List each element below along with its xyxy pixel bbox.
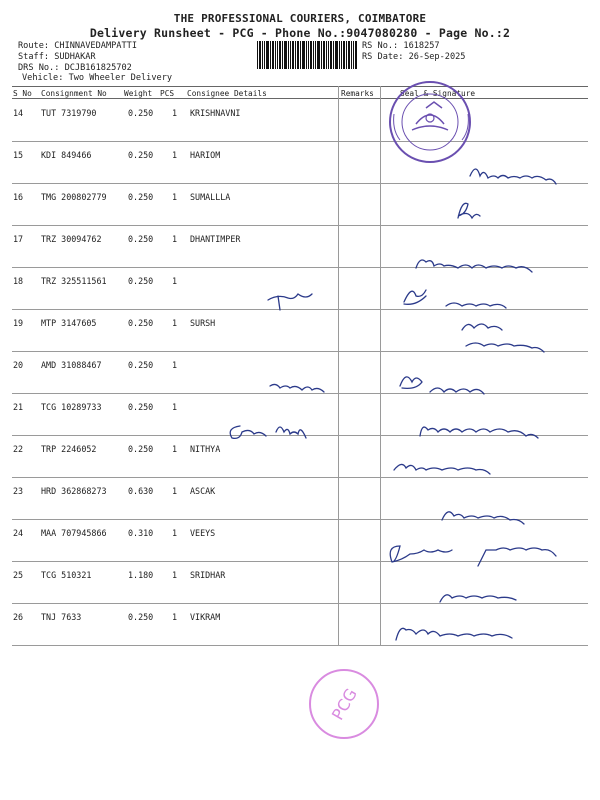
table-row [12,561,588,604]
row-consignee: NITHYA [190,444,221,454]
row-consignee: DHANTIMPER [190,234,241,244]
row-sno: 26 [13,612,24,622]
table-row [12,603,588,646]
row-consignment-no: TCG 510321 [41,570,92,580]
row-consignee: ASCAK [190,486,216,496]
row-weight: 0.250 [128,402,154,412]
table-row [12,393,588,436]
row-pcs: 1 [172,486,178,496]
row-pcs: 1 [172,192,178,202]
row-weight: 1.180 [128,570,154,580]
row-consignee: SRIDHAR [190,570,226,580]
row-consignment-no: TMG 200802779 [41,192,107,202]
row-pcs: 1 [172,612,178,622]
route-text: Route: CHINNAVEDAMPATTI [18,41,137,51]
row-sno: 18 [13,276,24,286]
col-seal-header: Seal & Signature [400,89,476,98]
col-consignee-header: Consignee Details [187,89,267,98]
row-weight: 0.250 [128,318,154,328]
col-weight-header: Weight [124,89,153,98]
col-consignment-header: Consignment No [41,89,107,98]
row-sno: 23 [13,486,24,496]
row-consignment-no: TCG 10289733 [41,402,102,412]
row-sno: 14 [13,108,24,118]
row-pcs: 1 [172,234,178,244]
row-pcs: 1 [172,108,178,118]
row-consignee: VEEYS [190,528,216,538]
drs-text: DRS No.: DCJB161825702 [18,63,132,73]
table-row [12,519,588,562]
table-row [12,183,588,226]
row-consignment-no: MAA 707945866 [41,528,107,538]
row-consignee: SUMALLLA [190,192,231,202]
page-title: THE PROFESSIONAL COURIERS, COIMBATORE [173,12,427,25]
barcode-icon [257,41,357,69]
pcg-stamp-icon [310,670,378,738]
row-sno: 21 [13,402,24,412]
table-top-rule [12,86,588,87]
row-pcs: 1 [172,570,178,580]
runsheet-meta-right [362,41,465,63]
row-weight: 0.250 [128,444,154,454]
row-weight: 0.630 [128,486,154,496]
row-consignment-no: TRZ 325511561 [41,276,107,286]
col-pcs-header: PCS [160,89,175,98]
table-row [12,141,588,184]
pcg-stamp-text: PCG [327,685,361,724]
row-sno: 25 [13,570,24,580]
row-weight: 0.250 [128,192,154,202]
table-row [12,351,588,394]
row-weight: 0.310 [128,528,154,538]
row-pcs: 1 [172,528,178,538]
vehicle-text: Vehicle: Two Wheeler Delivery [22,73,173,83]
row-consignment-no: MTP 3147605 [41,318,97,328]
row-pcs: 1 [172,150,178,160]
row-consignment-no: AMD 31088467 [41,360,102,370]
row-pcs: 1 [172,318,178,328]
row-consignment-no: TRP 2246052 [41,444,97,454]
row-pcs: 1 [172,444,178,454]
row-weight: 0.250 [128,150,154,160]
row-sno: 15 [13,150,24,160]
row-weight: 0.250 [128,234,154,244]
row-sno: 19 [13,318,24,328]
rs-date-text: RS Date: 26-Sep-2025 [362,52,466,62]
page-subtitle: Delivery Runsheet - PCG - Phone No.:9047080280 - Page No.:2 [89,26,511,40]
rs-number-text: RS No.: 1618257 [362,41,440,51]
row-pcs: 1 [172,276,178,286]
row-sno: 22 [13,444,24,454]
row-consignee: SURSH [190,318,216,328]
row-consignee: VIKRAM [190,612,221,622]
row-sno: 17 [13,234,24,244]
row-pcs: 1 [172,402,178,412]
row-sno: 20 [13,360,24,370]
row-weight: 0.250 [128,108,154,118]
table-row [12,477,588,520]
table-row [12,225,588,268]
row-consignment-no: HRD 362868273 [41,486,107,496]
row-consignment-no: TRZ 30094762 [41,234,102,244]
row-weight: 0.250 [128,612,154,622]
row-consignee: HARIOM [190,150,221,160]
row-consignment-no: TUT 7319790 [41,108,97,118]
col-sno-header: S No [13,89,32,98]
row-pcs: 1 [172,360,178,370]
staff-text: Staff: SUDHAKAR [18,52,96,62]
table-row [12,309,588,352]
row-weight: 0.250 [128,360,154,370]
col-remarks-header: Remarks [341,89,374,98]
row-consignment-no: KDI 849466 [41,150,92,160]
runsheet-meta-left [18,41,137,74]
row-consignment-no: TNJ 7633 [41,612,82,622]
row-weight: 0.250 [128,276,154,286]
row-consignee: KRISHNAVNI [190,108,241,118]
row-sno: 24 [13,528,24,538]
row-sno: 16 [13,192,24,202]
table-row [12,99,588,142]
table-row [12,435,588,478]
table-row [12,267,588,310]
